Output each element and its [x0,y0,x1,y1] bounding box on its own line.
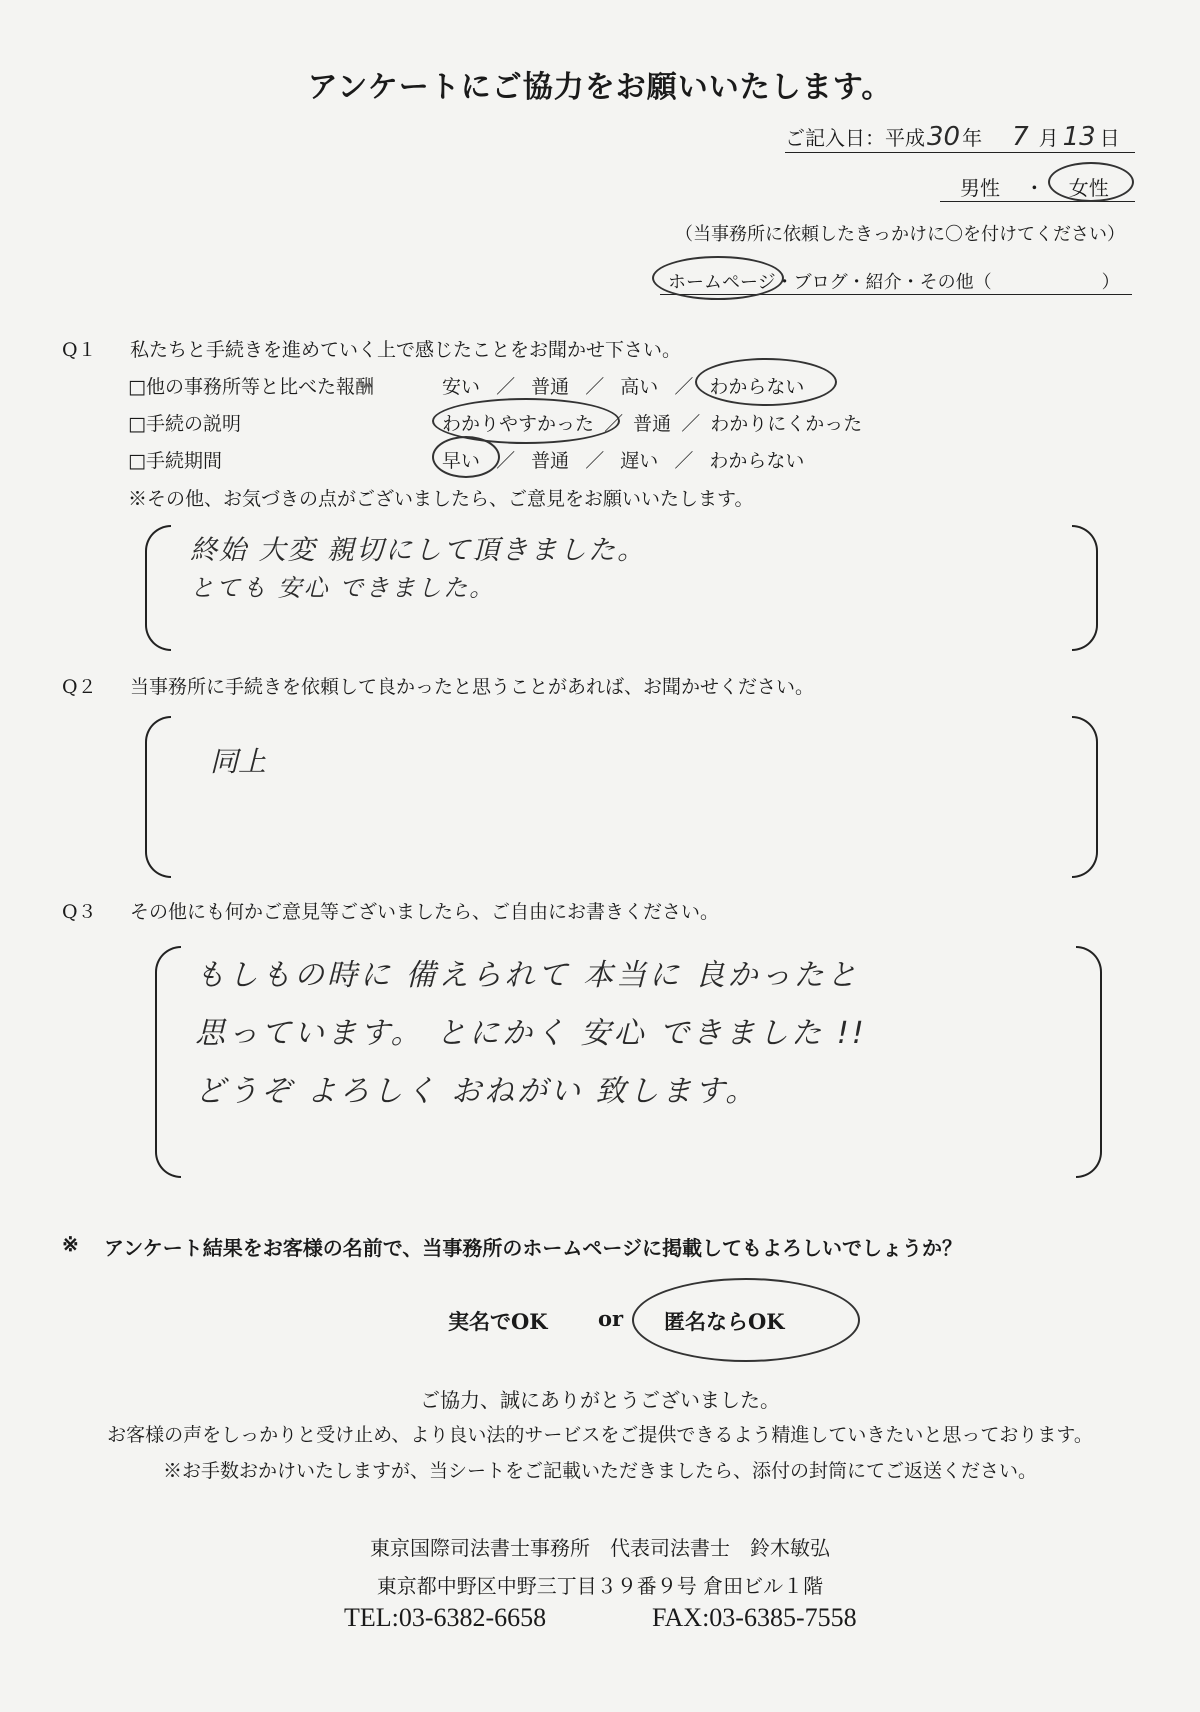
publish-real-name-option[interactable]: 実名でOK [448,1309,548,1334]
fill-date-day: 13 [1062,122,1096,152]
gender-selected-circle [1048,162,1134,202]
option-normal[interactable]: 普通 [531,376,570,398]
q3-answer-line-1: もしもの時に 備えられて 本当に 良かったと [195,958,860,993]
commitment-message: お客様の声をしっかりと受け止め、より良い法的サービスをご提供できるよう精進していきたいと思っております。 [107,1424,1093,1446]
fill-date-year: 30 [927,122,961,152]
office-name: 東京国際司法書士事務所 代表司法書士 鈴木敏弘 [370,1536,830,1560]
option-normal[interactable]: 普通 [531,450,570,472]
return-note: ※お手数おかけいたしますが、当シートをご記載いただきましたら、添付の封筒にてご返送ください。 [162,1460,1037,1482]
q1-row-explanation-label: □手続の説明 [128,413,241,435]
page-title: アンケートにご協力をお願いいたします。 [307,70,893,105]
option-separator: ／ [674,376,694,398]
q3-number: Q３ [62,901,97,923]
q2-number: Q２ [62,676,97,698]
trigger-other-close: ） [1101,272,1120,293]
q1-period-selected-circle [432,436,500,478]
publish-or: or [598,1306,624,1331]
option-slow[interactable]: 遅い [620,450,659,472]
option-unknown[interactable]: わからない [709,450,805,472]
option-separator: ／ [496,376,516,398]
fill-date-year-suffix: 年 [962,126,983,150]
q1-fee-selected-circle [695,358,837,406]
q2-question: 当事務所に手続きを依頼して良かったと思うことがあれば、お聞かせください。 [130,676,815,698]
office-tel: TEL:03-6382-6658 [344,1603,547,1632]
option-separator: ／ [585,450,605,472]
q3-answer-bracket-right [1076,946,1102,1178]
q1-answer-bracket-left [145,525,171,651]
q1-row-period-label: □手続期間 [128,450,222,472]
fill-date-label: ご記入日：平成 [785,126,925,150]
q1-other-prompt: ※その他、お気づきの点がございましたら、ご意見をお願いいたします。 [128,488,754,510]
q1-answer-line-1: 終始 大変 親切にして頂きました。 [190,535,647,566]
fill-date-day-suffix: 日 [1099,126,1120,150]
q1-question: 私たちと手続きを進めていく上で感じたことをお聞かせ下さい。 [130,339,682,361]
publish-selected-circle [632,1278,860,1362]
option-separator: ／ [681,413,701,435]
option-unknown[interactable]: わからない [709,376,805,398]
q3-question: その他にも何かご意見等ございましたら、ご自由にお書きください。 [130,901,720,923]
publish-question: アンケート結果をお客様の名前で、当事務所のホームページに掲載してもよろしいでしょうか？ [104,1236,962,1260]
q1-answer-bracket-right [1072,525,1098,651]
trigger-referral[interactable]: 紹介 [865,272,902,293]
trigger-selected-circle [652,256,784,300]
option-cheap[interactable]: 安い [442,376,481,398]
q2-answer-bracket-right [1072,716,1098,878]
thanks-message: ご協力、誠にありがとうございました。 [420,1388,780,1412]
option-expensive[interactable]: 高い [620,376,659,398]
q1-row-fee-label: □他の事務所等と比べた報酬 [128,376,374,398]
gender-male[interactable]: 男性 [960,176,1000,200]
trigger-homepage[interactable]: ホームページ [668,272,776,293]
office-address: 東京都中野区中野三丁目３９番９号 倉田ビル１階 [376,1574,824,1598]
office-fax: FAX:03-6385-7558 [652,1603,857,1632]
option-fast[interactable]: 早い [442,450,481,472]
option-separator: ／ [496,450,516,472]
gender-female[interactable]: 女性 [1068,176,1109,200]
trigger-other[interactable]: その他（ [919,272,992,293]
option-normal[interactable]: 普通 [633,413,672,435]
q3-answer-bracket-left [155,946,181,1178]
q1-answer-line-2: とても 安心 できました。 [190,574,496,602]
fill-date-month: 7 [1012,122,1029,152]
trigger-separator: ・ [847,272,866,293]
q2-answer-line-1: 同上 [210,745,267,778]
trigger-note: （当事務所に依頼したきっかけに〇を付けてください） [675,224,1125,245]
publish-anonymous-option[interactable]: 匿名ならOK [664,1309,785,1334]
q2-answer-bracket-left [145,716,171,878]
trigger-separator: ・ [901,272,920,293]
option-hard[interactable]: わかりにくかった [710,413,863,435]
trigger-blog[interactable]: ブログ [793,272,848,293]
option-easy[interactable]: わかりやすかった [442,413,595,435]
option-separator: ／ [604,413,624,435]
option-separator: ／ [674,450,694,472]
q1-number: Q１ [62,339,97,361]
option-separator: ／ [585,376,605,398]
fill-date-month-suffix: 月 [1038,126,1059,150]
q3-answer-line-2: 思っています。 とにかく 安心 できました !! [195,1016,867,1051]
publish-mark: ※ [62,1232,79,1256]
q3-answer-line-3: どうぞ よろしく おねがい 致します。 [195,1074,759,1109]
trigger-separator: ・ [775,272,794,293]
gender-separator: ・ [1024,176,1045,200]
fill-date [785,122,1135,153]
